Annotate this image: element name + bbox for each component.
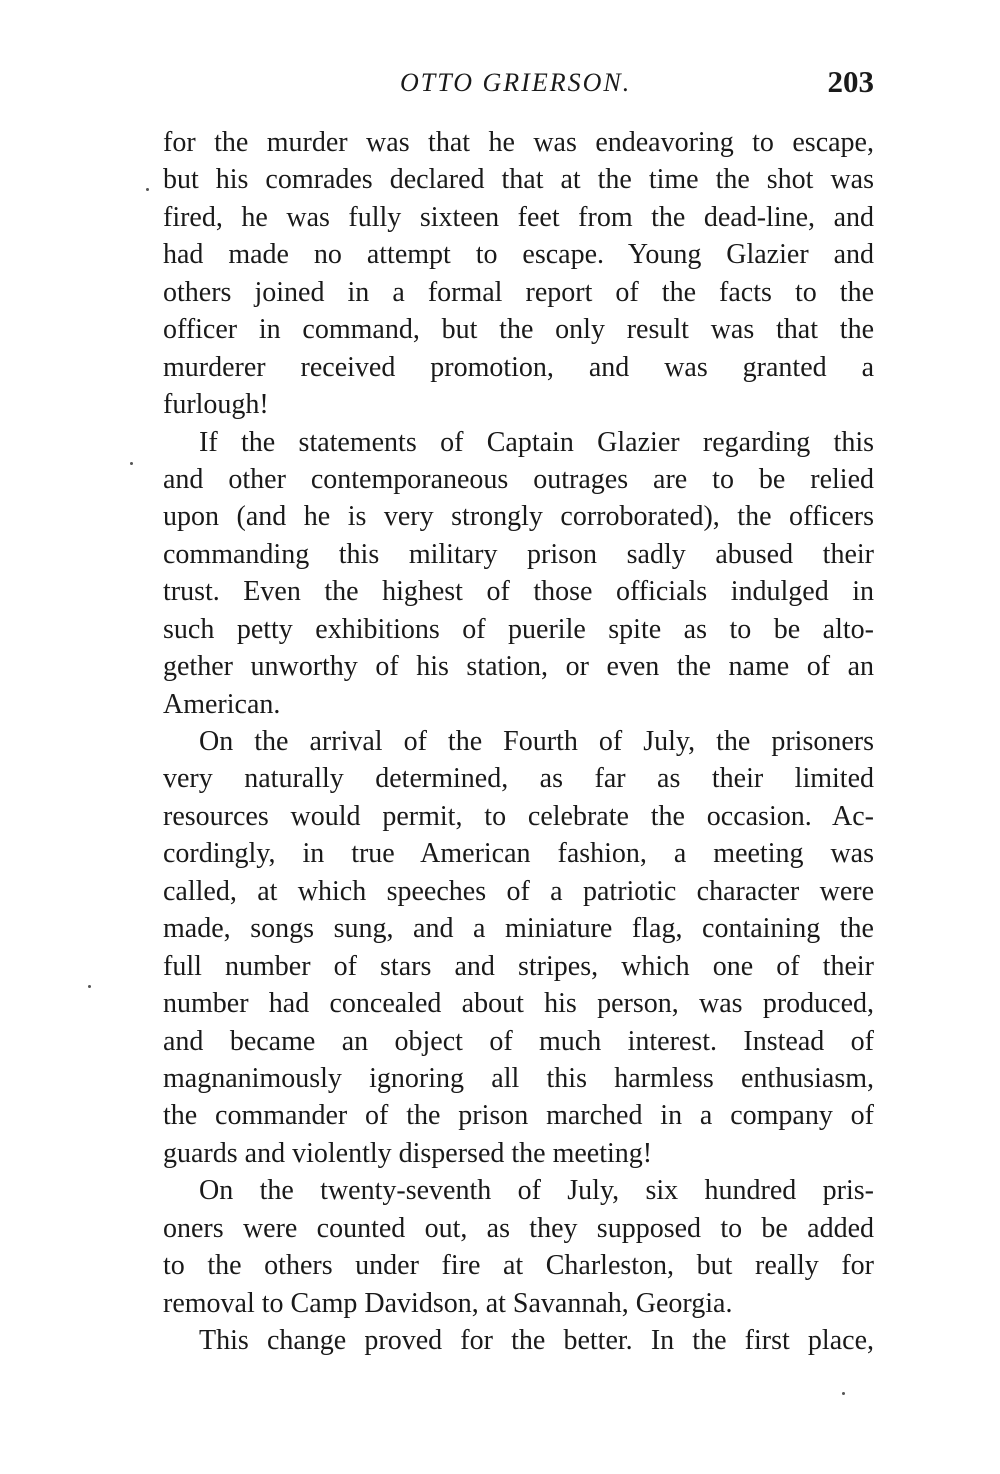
- text-line: upon (and he is very strongly corroborated), the officers: [163, 501, 874, 533]
- text-line: On the arrival of the Fourth of July, the prisoners: [199, 726, 874, 757]
- text-line: such petty exhibitions of puerile spite as to be alto-: [163, 613, 874, 645]
- text-line: resources would permit, to celebrate the occasion. Ac-: [163, 800, 874, 832]
- text-line: number had concealed about his person, was produced,: [163, 988, 874, 1020]
- text-line: cordingly, in true American fashion, a meeting was: [163, 838, 874, 870]
- print-speck: [146, 188, 149, 191]
- text-line: This change proved for the better. In the first place,: [199, 1325, 874, 1356]
- text-line: to the others under fire at Charleston, but really for: [163, 1250, 874, 1282]
- text-line: oners were counted out, as they supposed to be added: [163, 1212, 874, 1244]
- text-line: for the murder was that he was endeavoring to escape,: [163, 127, 874, 158]
- text-line: called, at which speeches of a patriotic character were: [163, 875, 874, 907]
- text-line: American.: [163, 688, 281, 720]
- text-line: commanding this military prison sadly abused their: [163, 538, 874, 570]
- text-line: murderer received promotion, and was granted a: [163, 351, 874, 383]
- print-speck: [88, 985, 91, 988]
- text-line: very naturally determined, as far as their limited: [163, 763, 874, 795]
- text-line: guards and violently dispersed the meeting!: [163, 1137, 653, 1169]
- text-line: others joined in a formal report of the facts to the: [163, 276, 874, 308]
- running-title: OTTO GRIERSON.: [400, 68, 632, 97]
- text-line: had made no attempt to escape. Young Glazier and: [163, 239, 874, 271]
- text-line: and became an object of much interest. Instead of: [163, 1025, 874, 1057]
- text-line: fired, he was fully sixteen feet from the dead-line, and: [163, 201, 874, 233]
- text-line: trust. Even the highest of those officials indulged in: [163, 576, 874, 608]
- text-line: If the statements of Captain Glazier regarding this: [199, 426, 874, 458]
- running-head: [162, 62, 874, 102]
- body-text: [163, 124, 874, 1359]
- print-speck: [842, 1392, 845, 1395]
- print-speck: [130, 462, 133, 465]
- text-line: the commander of the prison marched in a company of: [163, 1100, 874, 1132]
- text-line: magnanimously ignoring all this harmless enthusiasm,: [163, 1062, 874, 1094]
- text-line: but his comrades declared that at the time the shot was: [163, 164, 874, 196]
- text-line: gether unworthy of his station, or even the name of an: [163, 651, 874, 683]
- text-line: furlough!: [163, 389, 269, 421]
- page-number: 203: [827, 64, 874, 99]
- text-line: On the twenty-seventh of July, six hundred pris-: [199, 1175, 874, 1207]
- text-line: made, songs sung, and a miniature flag, containing the: [163, 913, 874, 945]
- text-line: removal to Camp Davidson, at Savannah, Georgia.: [163, 1287, 733, 1319]
- text-line: full number of stars and stripes, which one of their: [163, 950, 874, 982]
- text-line: officer in command, but the only result was that the: [163, 314, 874, 346]
- text-line: and other contemporaneous outrages are to be relied: [163, 463, 874, 495]
